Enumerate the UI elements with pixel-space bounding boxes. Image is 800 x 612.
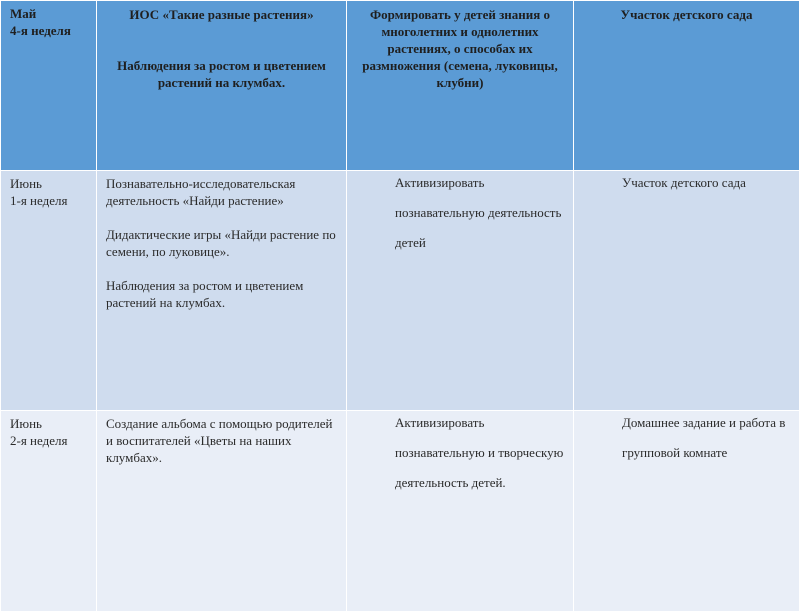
place-text: Участок детского сада (622, 175, 746, 190)
goal-cell (347, 411, 574, 612)
activity-text: Дидактические игры «Найди растение по семени, по луковице». (106, 227, 336, 259)
header-period-cell (1, 1, 97, 171)
goal-text: Активизировать познавательную и творческую деятельность детей. (395, 415, 564, 490)
goal-cell (347, 171, 574, 411)
activity-text: Познавательно-исследовательская деятельность «Найди растение» (106, 176, 296, 208)
table-row (1, 171, 800, 411)
activities-cell (97, 411, 347, 612)
goal-text: Активизировать познавательную деятельность детей (395, 175, 562, 250)
header-month: Май (10, 6, 37, 21)
header-goal-text: Формировать у детей знания о многолетних и однолетних растениях, о способах их размножения (семена, луковицы, клубни) (362, 7, 558, 90)
header-place-cell (574, 1, 800, 171)
header-topic-title: ИОС «Такие разные растения» (129, 7, 314, 22)
activity-text: Создание альбома с помощью родителей и воспитателей «Цветы на наших клумбах». (106, 416, 333, 465)
period-week: 1-я неделя (10, 193, 68, 208)
header-place-text: Участок детского сада (620, 7, 753, 22)
place-text: Домашнее задание и работа в групповой комнате (622, 415, 786, 460)
place-cell (574, 171, 800, 411)
period-week: 2-я неделя (10, 433, 68, 448)
header-goal-cell (347, 1, 574, 171)
activity-text: Наблюдения за ростом и цветением растений на клумбах. (106, 278, 304, 310)
header-topic-cell (97, 1, 347, 171)
period-cell (1, 411, 97, 612)
period-cell (1, 171, 97, 411)
table-header-row (1, 1, 800, 171)
period-month: Июнь (10, 416, 42, 431)
period-month: Июнь (10, 176, 42, 191)
header-week: 4-я неделя (10, 23, 71, 38)
place-cell (574, 411, 800, 612)
table-row (1, 411, 800, 612)
header-topic-subtitle: Наблюдения за ростом и цветением растений на клумбах. (117, 58, 326, 90)
activities-cell (97, 171, 347, 411)
